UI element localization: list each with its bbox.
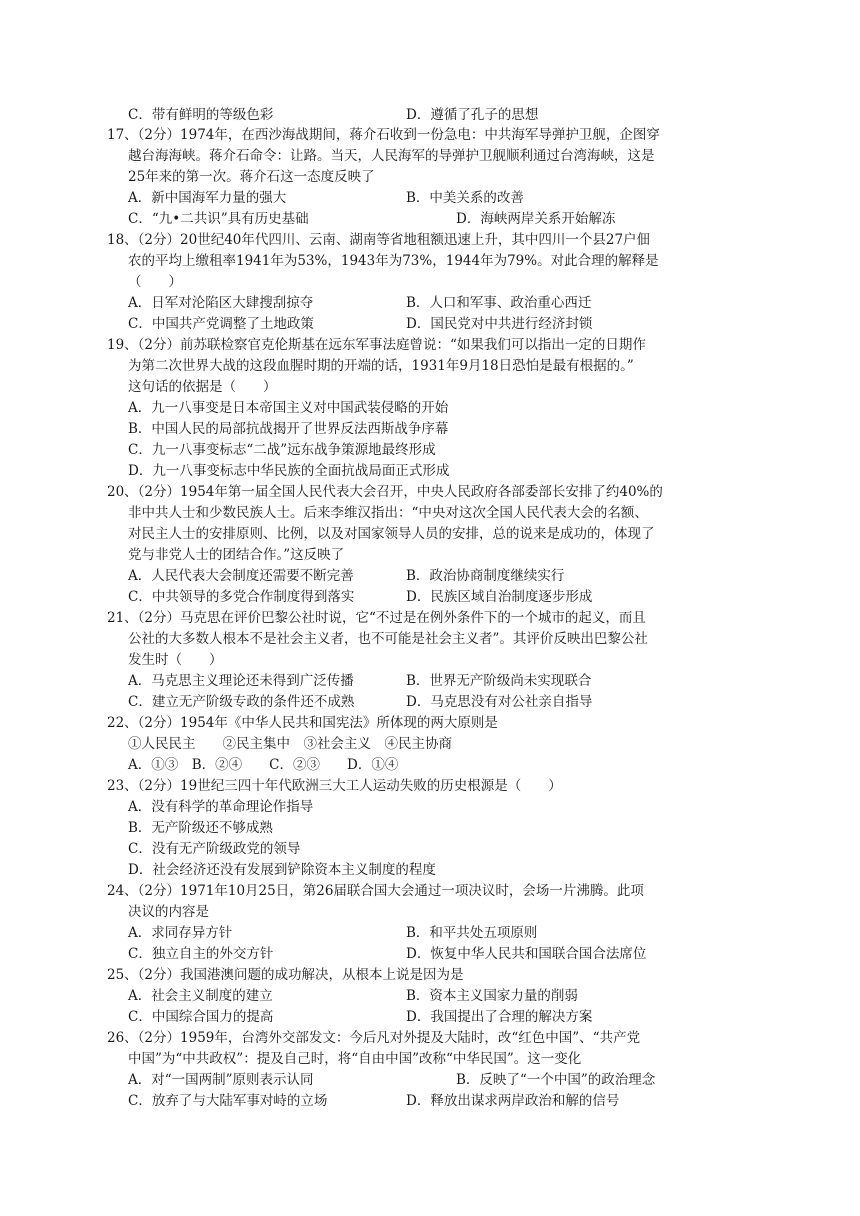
answer-option: C．建立无产阶级专政的条件还不成熟 [128,694,355,710]
answer-option: D．马克思没有对公社亲自指导 [406,694,593,710]
question-stem: 25、（2分）我国港澳问题的成功解决，从根本上说是因为是 [107,967,464,983]
question-text: （ ） [128,274,182,290]
answer-option: B．中国人民的局部抗战揭开了世界反法西斯战争序幕 [128,421,449,437]
answer-option: B．资本主义国家力量的削弱 [406,988,578,1004]
answer-option: C．带有鲜明的等级色彩 [128,107,274,123]
question-text: A．①③ B．②④ C．②③ D．①④ [128,757,399,773]
question-text: 非中共人士和少数民族人士。后来李维汉指出：“中央对这次全国人民代表大会的名额、 [128,505,648,521]
question-text: 对民主人士的安排原则、比例，以及对国家领导人员的安排，总的说来是成功的，体现了 [128,526,655,542]
question-text: 党与非党人士的团结合作。”这反映了 [128,547,345,563]
question-text: ①人民民主 ②民主集中 ③社会主义 ④民主协商 [128,736,452,752]
question-stem: 18、（2分）20世纪40年代四川、云南、湖南等省地租额迅速上升，其中四川一个县27户佃 [107,232,651,248]
answer-option: C．独立自主的外交方针 [128,946,274,962]
question-stem: 19、（2分）前苏联检察官克伦斯基在远东军事法庭曾说：“如果我们可以指出一定的日期作 [107,337,646,353]
answer-option: B．世界无产阶级尚未实现联合 [406,673,592,689]
answer-option: A．新中国海军力量的强大 [128,190,287,206]
answer-option: D．海峡两岸关系开始解冻 [456,211,616,227]
question-stem: 26、（2分）1959年，台湾外交部发文：今后凡对外提及大陆时，改“红色中国”、“共产党 [107,1030,641,1046]
answer-option: A．没有科学的革命理论作指导 [128,799,314,815]
question-text: 公社的大多数人根本不是社会主义者，也不可能是社会主义者”。其评价反映出巴黎公社 [128,631,648,647]
answer-option: B．中美关系的改善 [406,190,524,206]
answer-option: D．遵循了孔子的思想 [406,107,539,123]
question-stem: 24、（2分）1971年10月25日，第26届联合国大会通过一项决议时，会场一片沸腾。此项 [107,883,644,899]
question-stem: 20、（2分）1954年第一届全国人民代表大会召开，中央人民政府各部委部长安排了约40%的 [107,484,663,500]
question-stem: 23、（2分）19世纪三四十年代欧洲三大工人运动失败的历史根源是（ ） [107,778,562,794]
answer-option: C．“九•二共识”具有历史基础 [128,211,309,227]
question-text: 发生时（ ） [128,652,223,668]
question-stem: 17、（2分）1974年，在西沙海战期间，蒋介石收到一份急电：中共海军导弹护卫舰，企图穿 [107,127,660,143]
answer-option: C．九一八事变标志“二战”远东战争策源地最终形成 [128,442,436,458]
answer-option: C．中国综合国力的提高 [128,1009,274,1025]
answer-option: D．民族区域自治制度逐步形成 [406,589,593,605]
answer-option: C．中共领导的多党合作制度得到落实 [128,589,355,605]
answer-option: B．和平共处五项原则 [406,925,538,941]
answer-option: B．人口和军事、政治重心西迁 [406,295,592,311]
answer-option: A．马克思主义理论还未得到广泛传播 [128,673,354,689]
answer-option: B．无产阶级还不够成熟 [128,820,273,836]
answer-option: B．反映了“一个中国”的政治理念 [456,1072,656,1088]
answer-option: A．社会主义制度的建立 [128,988,273,1004]
answer-option: C．中国共产党调整了土地政策 [128,316,314,332]
answer-option: D．国民党对中共进行经济封锁 [406,316,593,332]
answer-option: A．对“一国两制”原则表示认同 [128,1072,314,1088]
question-text: 25年来的第一次。蒋介石这一态度反映了 [128,169,375,185]
answer-option: D．九一八事变标志中华民族的全面抗战局面正式形成 [128,463,450,479]
answer-option: A．九一八事变是日本帝国主义对中国武装侵略的开始 [128,400,449,416]
answer-option: D．社会经济还没有发展到铲除资本主义制度的程度 [128,862,436,878]
answer-option: A．人民代表大会制度还需要不断完善 [128,568,354,584]
question-text: 中国”为“中共政权”：提及自己时，将“自由中国”改称“中华民国”。这一变化 [128,1051,582,1067]
question-text: 为第二次世界大战的这段血腥时期的开端的话，1931年9月18日恐怕是最有根据的。” [128,358,634,374]
answer-option: A．日军对沦陷区大肆搜刮掠夺 [128,295,314,311]
answer-option: D．释放出谋求两岸政治和解的信号 [406,1093,620,1109]
question-text: 农的平均上缴租率1941年为53%，1943年为73%，1944年为79%。对此合理的解释是 [128,253,659,269]
question-stem: 22、（2分）1954年《中华人民共和国宪法》所体现的两大原则是 [107,715,498,731]
question-stem: 21、（2分）马克思在评价巴黎公社时说，它“不过是在例外条件下的一个城市的起义，而且 [107,610,646,626]
answer-option: C．放弃了与大陆军事对峙的立场 [128,1093,328,1109]
answer-option: D．恢复中华人民共和国联合国合法席位 [406,946,647,962]
answer-option: B．政治协商制度继续实行 [406,568,565,584]
question-text: 决议的内容是 [128,904,209,920]
question-text: 越台海海峡。蒋介石命令：让路。当天，人民海军的导弹护卫舰顺利通过台湾海峡，这是 [128,148,655,164]
answer-option: C．没有无产阶级政党的领导 [128,841,301,857]
question-text: 这句话的依据是（ ） [128,379,277,395]
answer-option: D．我国提出了合理的解决方案 [406,1009,593,1025]
answer-option: A．求同存异方针 [128,925,233,941]
